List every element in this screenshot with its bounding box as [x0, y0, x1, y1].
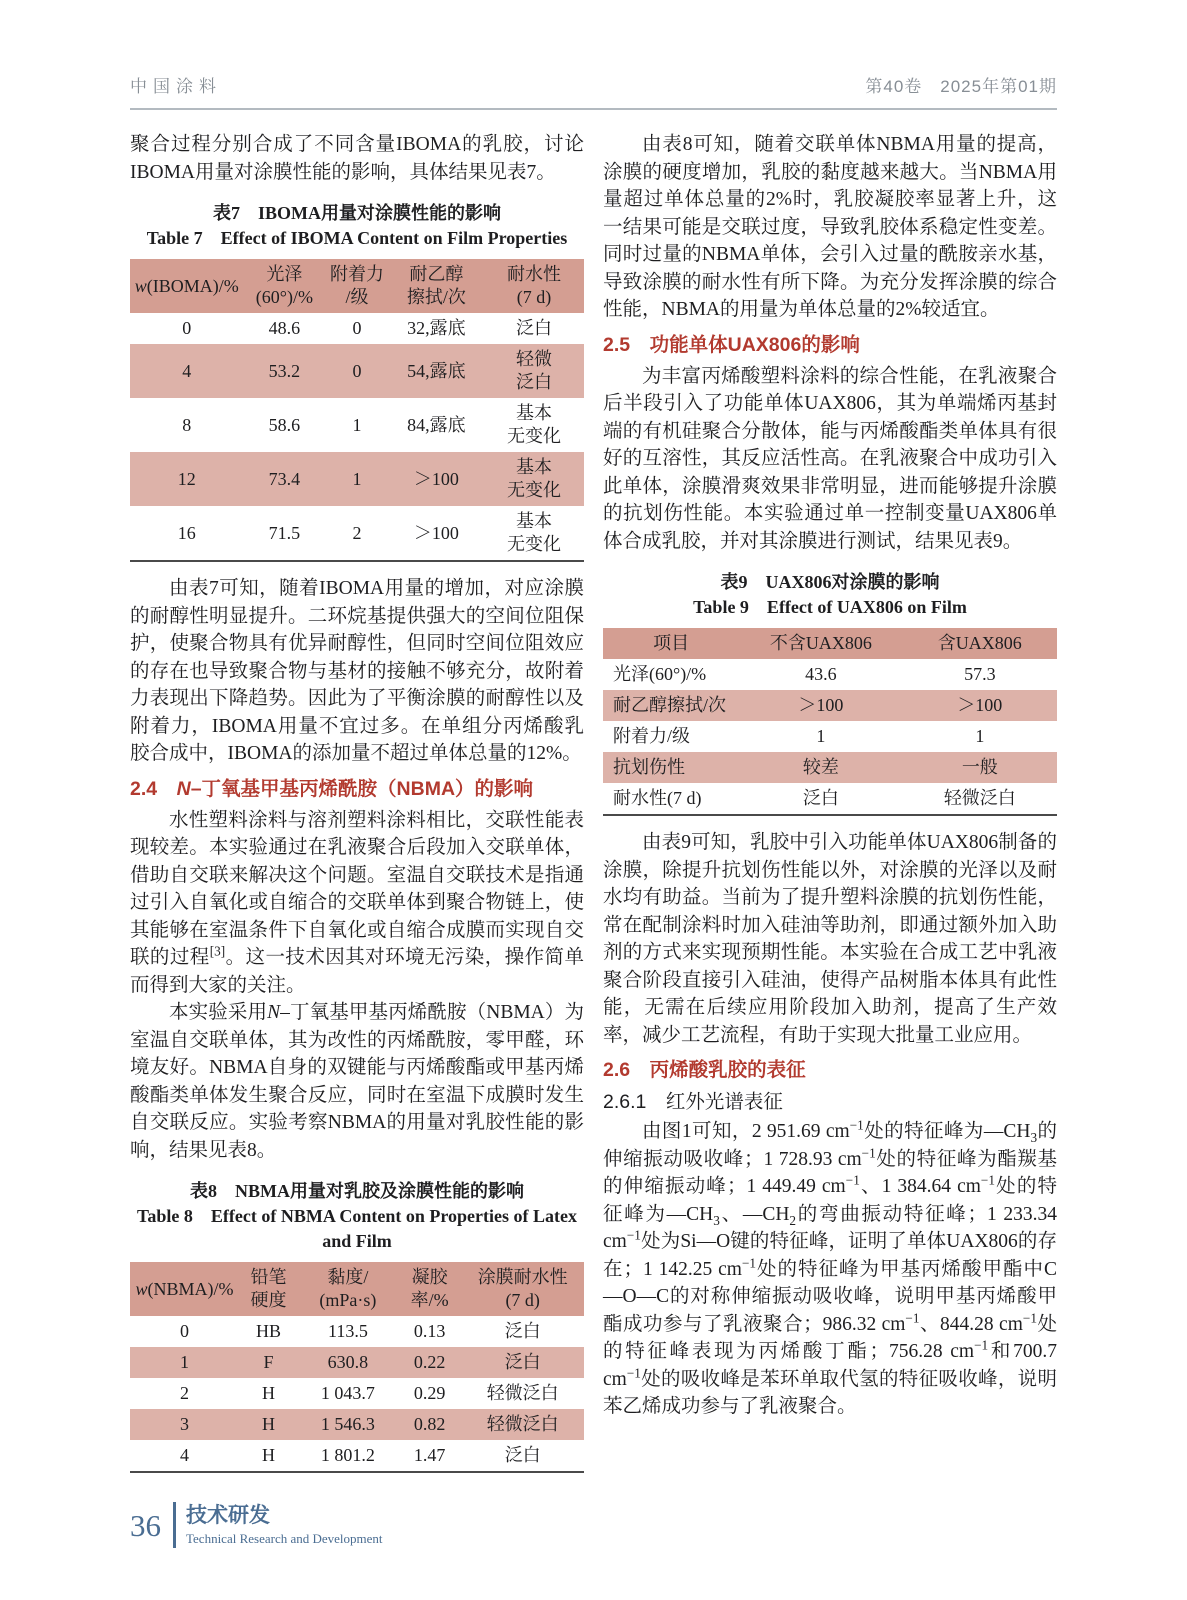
table-cell: 1 [975, 726, 985, 746]
table-cell: ＞100 [413, 468, 459, 489]
table-cell: 耐水性(7 d) [613, 788, 702, 808]
paragraph-2-6-1: 由图1可知，2 951.69 $cm^{-1}$处的特征峰为$—CH_3$的伸缩振动吸收峰；1 728.93 $cm^{-1}$处的特征峰为酯羰基的伸缩振动峰；1 449.49 $cm^{-1}$、1 384.64 $cm^{-1}$处的特征峰为$—CH_3$、$—CH_2$的弯曲振动特征峰；1 233.34 $cm^{-1}$处为Si—O键的特征峰，证明了单体UAX806的存在；1 142.25 $cm^{-1}$处的特征峰为甲基丙烯酸甲酯中C—O—C的对称伸缩振动吸收峰，说明甲基丙烯酸甲酯成功参与了乳液聚合；986.32 $cm^{-1}$、844.28 $cm^{-1}$处的特征峰表现为丙烯酸丁酯；756.28 $cm^{-1}$和700.7 $cm^{-1}$处的吸收峰是苯环单取代氢的特征吸收峰，说明苯乙烯成功参与了乳液聚合。 [603, 1117, 1057, 1417]
table-cell: F [263, 1352, 274, 1372]
footer-divider [173, 1502, 176, 1548]
table-cell: 1 [816, 726, 826, 746]
journal-name: 中国涂料 [130, 77, 222, 96]
column-header: w(NBMA)/% [135, 1278, 234, 1299]
table-cell: 泛白 [504, 1321, 541, 1341]
column-header: 涂膜耐水性 (7 d) [477, 1267, 568, 1310]
article-body [130, 131, 1057, 1486]
table-cell: 32,露底 [407, 318, 466, 338]
table8-caption-en: Table 8 Effect of NBMA Content on Properties of Latex and Film [137, 1206, 577, 1251]
table-cell: HB [255, 1321, 281, 1341]
table-cell: 较差 [802, 757, 839, 777]
column-header: w(IBOMA)/% [134, 275, 239, 296]
table8-block [130, 1179, 584, 1473]
table-row [130, 1316, 584, 1347]
table-cell: 0.82 [413, 1414, 446, 1434]
issue-info: 第40卷 2025年第01期 [865, 77, 1057, 96]
table-cell: ＞100 [957, 695, 1003, 715]
table-cell: 53.2 [268, 360, 301, 381]
table-cell: 0.13 [413, 1321, 446, 1341]
paragraph-2-4-2: 本实验采用N–丁氧基甲基丙烯酰胺（NBMA）为室温自交联单体，其为改性的丙烯酰胺，零甲醛，环境友好。NBMA自身的双键能与丙烯酸酯或甲基丙烯酸酯类单体发生聚合反应，同时在室温下成膜时发生自交联反应。实验考察NBMA的用量对乳胶性能的影响，结果见表8。 [130, 1002, 584, 1161]
table-row [130, 344, 584, 398]
paragraph-2-4-1: 水性塑料涂料与溶剂塑料涂料相比，交联性能表现较差。本实验通过在乳液聚合后段加入交联单体，借助自交联来解决这个问题。室温自交联技术是指通过引入自氧化或自缩合的交联单体到聚合物链上，使其能够在室温条件下自氧化或自缩合成膜而实现自交联的过程[3]。这一技术因其对环境无污染，操作简单而得到大家的关注。 [130, 809, 584, 996]
table-cell: 0 [352, 360, 362, 381]
paragraph-intro: 聚合过程分别合成了不同含量IBOMA的乳胶，讨论IBOMA用量对涂膜性能的影响，具体结果见表7。 [130, 134, 584, 183]
table-row [130, 1409, 584, 1440]
table-cell: 抗划伤性 [613, 757, 685, 777]
table-cell: 58.6 [268, 414, 301, 435]
table-row [603, 783, 1057, 815]
table-cell: ＞100 [413, 522, 459, 543]
table-row [603, 659, 1057, 690]
table-cell: 2 [179, 1383, 189, 1403]
table-row [130, 1378, 584, 1409]
table-cell: 1 546.3 [320, 1414, 375, 1434]
table-cell: 1 801.2 [320, 1445, 375, 1465]
column-header: 光泽 (60°)/% [255, 264, 313, 307]
table-cell: 73.4 [268, 468, 301, 489]
table-row [130, 1347, 584, 1378]
table-cell: 2 [352, 522, 362, 543]
table-cell: 3 [179, 1414, 189, 1434]
column-header: 项目 [653, 633, 690, 653]
column-header: 凝胶 率/% [410, 1267, 449, 1310]
table-cell: 泛白 [504, 1445, 541, 1465]
section-heading-2-5: 2.5 功能单体UAX806的影响 [603, 333, 860, 356]
table-cell: 113.5 [327, 1321, 368, 1341]
table-cell: 84,露底 [407, 414, 466, 435]
table-cell: 基本 无变化 [507, 457, 562, 500]
table9-caption-cn: 表9 UAX806对涂膜的影响 [720, 572, 940, 592]
table9-caption-en: Table 9 Effect of UAX806 on Film [693, 597, 967, 617]
table-row [603, 721, 1057, 752]
column-header: 附着力 /级 [329, 264, 384, 307]
table-cell: 1.47 [413, 1445, 446, 1465]
table-row [130, 506, 584, 561]
table-cell: 耐乙醇擦拭/次 [613, 695, 727, 715]
table-cell: 57.3 [964, 664, 996, 684]
section-heading-2-4: 2.4 N–丁氧基甲基丙烯酰胺（NBMA）的影响 [130, 777, 534, 800]
column-header: 耐水性 (7 d) [507, 264, 562, 307]
table-cell: 630.8 [327, 1352, 369, 1372]
table-cell: 0 [352, 318, 362, 338]
table-cell: 54,露底 [407, 360, 466, 381]
table-cell: 轻微泛白 [943, 788, 1016, 808]
table-cell: 4 [182, 360, 192, 381]
table-cell: 轻微泛白 [486, 1414, 559, 1434]
table-cell: 0 [179, 1321, 189, 1341]
table-cell: 一般 [961, 757, 998, 777]
table-cell: 1 [352, 414, 362, 435]
section-heading-2-6: 2.6 丙烯酸乳胶的表征 [603, 1059, 806, 1081]
table-cell: 12 [177, 468, 196, 489]
table-cell: 附着力/级 [613, 726, 691, 746]
table-cell: 1 [179, 1352, 189, 1372]
left-column [130, 131, 584, 1486]
table-cell: 48.6 [268, 318, 301, 338]
table-cell: 轻微泛白 [486, 1383, 559, 1403]
column-header: 黏度/ (mPa·s) [319, 1267, 377, 1310]
table-cell: ＞100 [798, 695, 844, 715]
table-cell: 泛白 [516, 318, 553, 338]
table-cell: 0 [182, 318, 192, 338]
paragraph-table8-discussion: 由表8可知，随着交联单体NBMA用量的提高，涂膜的硬度增加，乳胶的黏度越来越大。当NBMA用量超过单体总量的2%时，乳胶凝胶率显著上升，这一结果可能是交联过度，导致乳胶体系稳定性变差。同时过量的NBMA单体，会引入过量的酰胺亲水基，导致涂膜的耐水性有所下降。为充分发挥涂膜的综合性能，NBMA的用量为单体总量的2%较适宜。 [603, 134, 1057, 320]
table7-caption-en: Table 7 Effect of IBOMA Content on Film Properties [146, 228, 568, 248]
paragraph-table7-discussion: 由表7可知，随着IBOMA用量的增加，对应涂膜的耐醇性明显提升。二环烷基提供强大的空间位阻保护，使聚合物具有优异耐醇性，但同时空间位阻效应的存在也导致聚合物与基材的接触不够充分，故附着力表现出下降趋势。因此为了平衡涂膜的耐醇性以及附着力，IBOMA用量不宜过多。在单组分丙烯酸乳胶合成中，IBOMA的添加量不超过单体总量的12%。 [130, 578, 584, 764]
paragraph-table9-discussion: 由表9可知，乳胶中引入功能单体UAX806制备的涂膜，除提升抗划伤性能以外，对涂膜的光泽以及耐水均有助益。当前为了提升塑料涂膜的抗划伤性能，常在配制涂料时加入硅油等助剂，即通过额外加入助剂的方式来实现预期性能。本实验在合成工艺中乳液聚合阶段直接引入硅油，使得产品树脂本体具有此性能，无需在后续应用阶段加入助剂，提高了生产效率，减少工艺流程，有助于实现大批量工业应用。 [603, 832, 1057, 1046]
table-cell: 基本 无变化 [507, 511, 562, 554]
footer-section [186, 1504, 383, 1547]
table-row [130, 452, 584, 506]
table-row [603, 690, 1057, 721]
page-footer [130, 1502, 383, 1548]
column-header: 含UAX806 [937, 633, 1022, 653]
table-row [130, 1440, 584, 1472]
table-cell: 8 [182, 414, 192, 435]
table8 [130, 1262, 584, 1473]
table7 [130, 259, 584, 562]
footer-section-en: Technical Research and Development [186, 1530, 383, 1546]
table-cell: H [261, 1414, 275, 1434]
table9-block [603, 570, 1057, 816]
page-number: 36 [130, 1507, 161, 1543]
table-cell: 4 [179, 1445, 189, 1465]
table-cell: 泛白 [504, 1352, 541, 1372]
table-cell: 轻微 泛白 [516, 349, 553, 392]
table-cell: 0.29 [413, 1383, 446, 1403]
right-column [603, 131, 1057, 1486]
column-header: 耐乙醇 擦拭/次 [406, 264, 466, 307]
table-cell: 43.6 [805, 664, 837, 684]
column-header: 不含UAX806 [769, 633, 872, 653]
table-cell: H [261, 1383, 275, 1403]
table-row [603, 752, 1057, 783]
table-cell: 基本 无变化 [507, 403, 562, 446]
table8-caption-cn: 表8 NBMA用量对乳胶及涂膜性能的影响 [190, 1181, 524, 1201]
table-row [130, 313, 584, 344]
table-cell: 16 [177, 522, 196, 543]
running-header [130, 72, 1057, 110]
table-cell: 1 043.7 [320, 1383, 375, 1403]
paragraph-2-5-1: 为丰富丙烯酸塑料涂料的综合性能，在乳液聚合后半段引入了功能单体UAX806，其为单端烯丙基封端的有机硅聚合分散体，能与丙烯酸酯类单体具有很好的互溶性，其反应活性高。在乳液聚合中成功引入此单体，涂膜滑爽效果非常明显，进而能够提升涂膜的抗划伤性能。本实验通过单一控制变量UAX806单体合成乳胶，并对其涂膜进行测试，结果见表9。 [603, 365, 1057, 552]
section-heading-2-6-1: 2.6.1 红外光谱表征 [603, 1091, 783, 1113]
table-cell: 1 [352, 468, 362, 489]
table-cell: 泛白 [802, 788, 839, 808]
table-row [130, 398, 584, 452]
column-header: 铅笔 硬度 [250, 1267, 287, 1310]
table-cell: 71.5 [268, 522, 301, 543]
table7-block [130, 201, 584, 562]
table-cell: H [261, 1445, 275, 1465]
table7-caption-cn: 表7 IBOMA用量对涂膜性能的影响 [213, 203, 501, 223]
footer-section-cn: 技术研发 [186, 1503, 270, 1527]
table9 [603, 628, 1057, 816]
table-cell: 0.22 [413, 1352, 446, 1372]
table-cell: 光泽(60°)/% [613, 664, 707, 684]
